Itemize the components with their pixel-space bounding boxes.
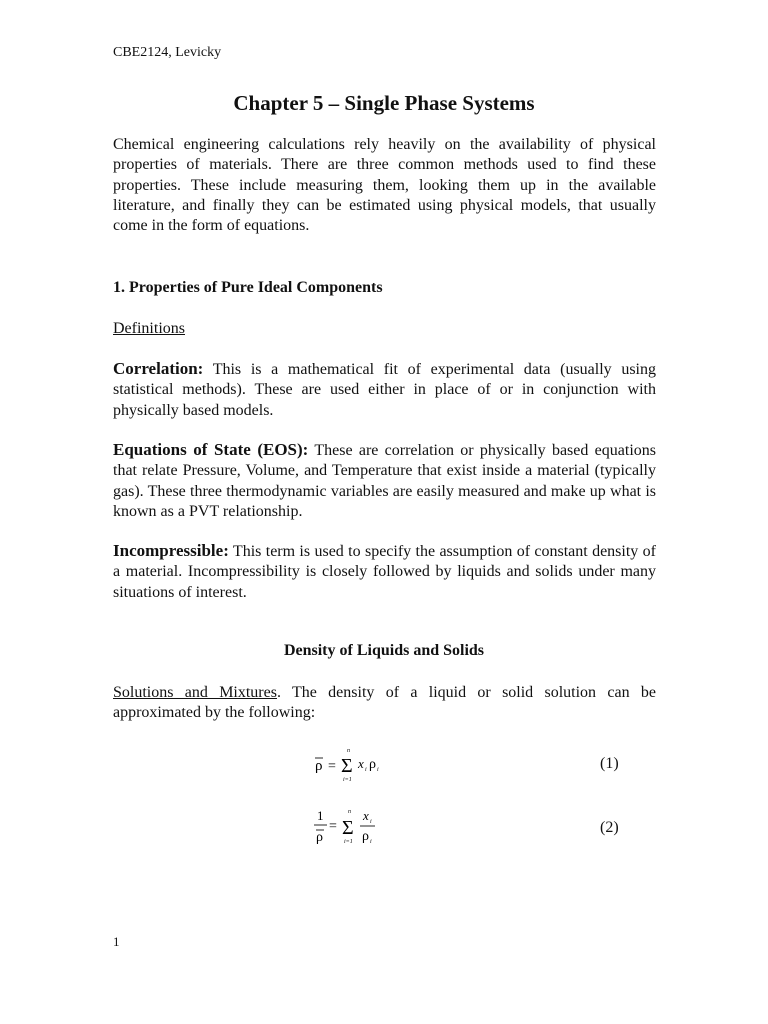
equation-2-graphic [313,806,423,850]
eq2-sum-top: n [348,809,351,815]
subsection-heading: Density of Liquids and Solids [283,642,485,659]
eq2-numerator: 1 [317,808,324,823]
page-number: 1 [113,934,120,949]
equation-1-graphic [313,746,423,786]
intro-paragraph: Chemical engineering calculations rely heavily on the availability of physical properties of materials. There are three common methods used to find these properties. These include measuring them, looking them up in the available literature, and finally they can be estimated using physical models, that usually come in the form of equations. [113,136,656,235]
definitions-label [113,319,656,339]
eq1-sum-top: n [347,748,350,754]
equation-number-1: (1) [600,755,619,772]
solutions-label: Solutions and Mixtures [113,684,277,701]
eq1-rho-sub: i [377,767,379,773]
eq1-x: x [358,756,364,771]
sum-symbol: Σ [342,817,354,839]
solutions-text: . The density of a liquid or solid solution can be approximated by the following: [113,684,656,722]
eq2-frac-num-sub: i [370,819,372,825]
definitions-label-text: Definitions [113,320,185,337]
sum-symbol: Σ [341,755,353,777]
definition-term: Correlation: [113,359,204,378]
chapter-title: Chapter 5 – Single Phase Systems [233,91,535,115]
definition-term: Incompressible: [113,541,229,560]
eq2-frac-den-sub: i [370,839,372,845]
eq1-lhs: ρ [315,758,323,774]
eq2-frac-num: x [363,808,369,823]
eq1-x-sub: i [365,767,367,773]
eq2-denominator: ρ [316,830,323,845]
eq1-rho: ρ [369,757,376,772]
definition-incompressible [113,541,656,603]
equation-2 [313,806,423,855]
section-heading: 1. Properties of Pure Ideal Components [113,279,383,296]
solutions-paragraph [113,683,656,724]
definition-term: Equations of State (EOS): [113,440,309,459]
eq2-sum-bottom: i=1 [344,839,353,845]
eq1-sum-bottom: i=1 [343,777,352,783]
svg-text:=: = [328,759,336,774]
definition-text: This is a mathematical fit of experimental data (usually using statistical methods). These are used either in place of or in conjunction with physically based models. [113,361,656,419]
svg-text:=: = [329,819,337,834]
running-header: CBE2124, Levicky [113,45,222,60]
eq2-frac-den: ρ [362,829,369,844]
definition-text: These are correlation or physically based equations that relate Pressure, Volume, and Temperature that exist inside a material (typically gas). These three thermodynamic variables are easily measured and make up what is known as a PVT relationship. [113,442,656,520]
equation-number-2: (2) [600,819,619,836]
definition-eos [113,440,656,522]
definition-text: This term is used to specify the assumption of constant density of a material. Incompressibility is closely followed by liquids and solids under many situations of interest. [113,543,656,601]
equation-1 [313,746,423,791]
definition-correlation [113,359,656,421]
